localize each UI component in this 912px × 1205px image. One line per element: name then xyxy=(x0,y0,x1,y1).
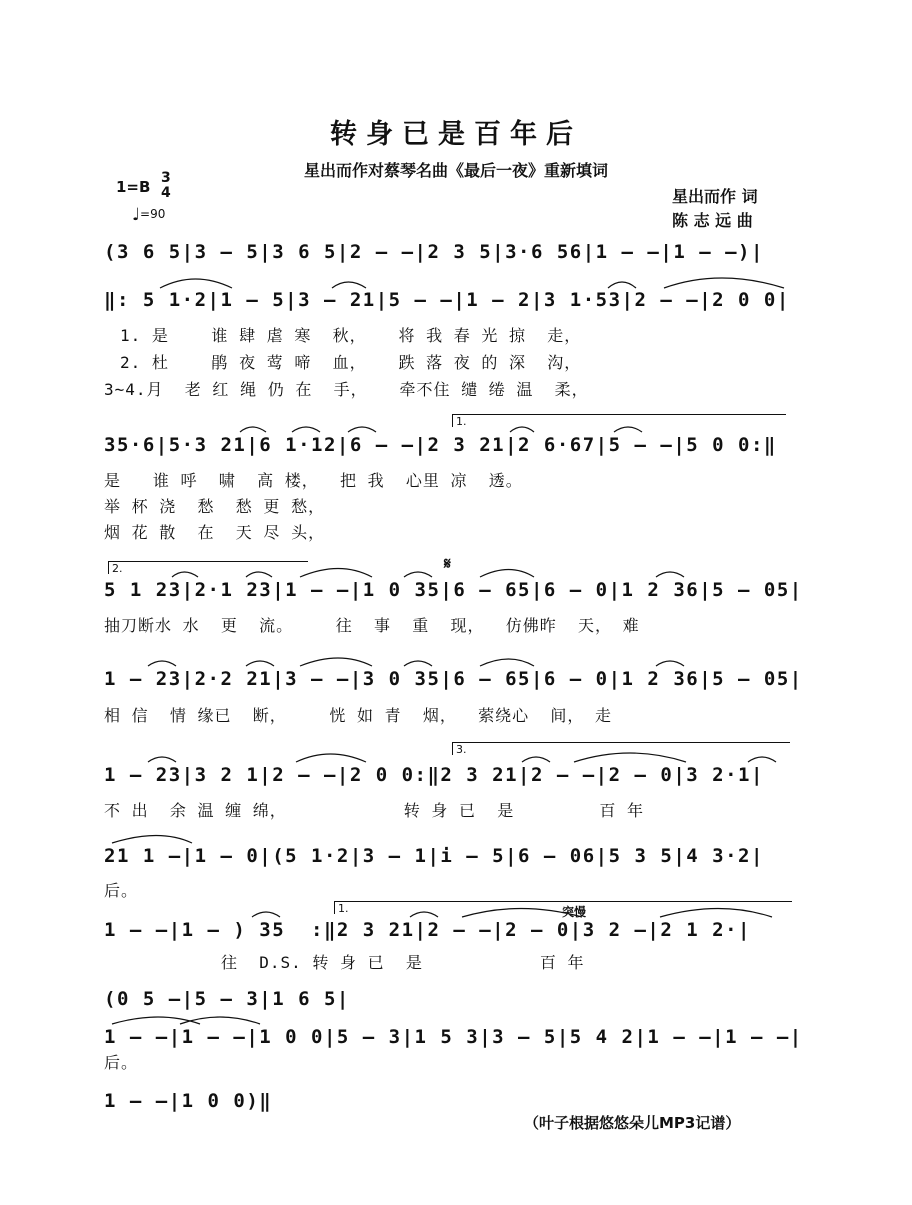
slur xyxy=(574,753,686,762)
song-title: 转身已是百年后 xyxy=(330,119,582,150)
slur xyxy=(300,569,372,578)
notation-row-9: 1 — —|1 — —|1 0 0|5 — 3|1 5 3|3 — 5|5 4 2|1 — —|1 — —| xyxy=(104,1026,803,1048)
lyric-line-2-verse-2: 举 杯 浇 愁 愁 更 愁， xyxy=(104,497,326,516)
lyric-line-9: 后。 xyxy=(104,1053,139,1072)
slur xyxy=(404,661,432,666)
key-signature: 1=B xyxy=(116,178,151,196)
slur xyxy=(522,757,550,762)
slur xyxy=(410,912,438,917)
lyric-line-2-verse-1: 是 谁 呼 啸 高 楼， 把 我 心里 凉 透。 xyxy=(104,471,523,490)
slur xyxy=(664,278,784,288)
slur xyxy=(300,658,372,666)
notation-row-1: ‖: 5 1·2|1 — 5|3 — 21|5 — —|1 — 2|3 1·53|2 — —|2 0 0| xyxy=(104,289,790,311)
song-subtitle: 星出而作对蔡琴名曲《最后一夜》重新填词 xyxy=(303,161,608,180)
lyric-line-1-verse-2: 2. 杜 鹃 夜 莺 啼 血， 跌 落 夜 的 深 沟， xyxy=(120,353,582,372)
volta-2-bracket: 2. xyxy=(108,561,308,574)
slur xyxy=(246,661,274,666)
slur xyxy=(480,570,534,578)
lyric-line-4: 相 信 情 缘已 断， 恍 如 青 烟， 萦绕心 间， 走 xyxy=(104,706,613,725)
slur xyxy=(480,659,534,666)
slur xyxy=(246,572,272,577)
lyric-line-1-verse-3: 3~4.月 老 红 绳 仍 在 手， 牵不住 缱 绻 温 柔， xyxy=(104,380,589,399)
notation-row-6: 21 1 —|1 — 0|(5 1·2|3 — 1|i — 5|6 — 06|5 3 5|4 3·2| xyxy=(104,845,764,867)
meter-top: 3 xyxy=(161,170,171,186)
lyric-line-6: 后。 xyxy=(104,881,139,900)
slur xyxy=(332,282,366,288)
quarter-note-icon: ♩ xyxy=(132,205,141,225)
notation-row-5: 1 — 23|3 2 1|2 — —|2 0 0:‖2 3 21|2 — —|2 — 0|3 2·1| xyxy=(104,764,764,786)
slur xyxy=(656,661,684,666)
transcription-credit: （叶子根据悠悠朵儿MP3记谱） xyxy=(524,1114,741,1132)
volta-1-bracket: 1. xyxy=(452,414,786,427)
slur xyxy=(148,661,176,666)
slur xyxy=(348,427,376,432)
slur xyxy=(292,427,320,432)
slur xyxy=(614,427,642,432)
slur xyxy=(112,1017,200,1024)
lyric-line-1-verse-1: 1. 是 谁 肆 虐 寒 秋， 将 我 春 光 掠 走， xyxy=(120,326,582,345)
slur xyxy=(148,757,176,762)
slur xyxy=(252,912,280,917)
slur xyxy=(180,1017,260,1024)
slur xyxy=(656,572,684,577)
slur xyxy=(160,279,232,288)
tempo-value: =90 xyxy=(140,207,166,221)
lyric-line-3: 抽刀断水 水 更 流。 往 事 重 现， 仿佛昨 天， 难 xyxy=(104,616,640,635)
slur xyxy=(112,836,192,844)
slur xyxy=(296,754,366,762)
notation-row-10: 1 — —|1 0 0)‖ xyxy=(104,1090,273,1112)
meter-bottom: 4 xyxy=(161,185,171,201)
notation-row-4: 1 — 23|2·2 21|3 — —|3 0 35|6 — 65|6 — 0|1 2 36|5 — 05| xyxy=(104,668,803,690)
slur xyxy=(240,427,266,432)
notation-row-3: 5 1 23|2·1 23|1 — —|1 0 35|6 — 65|6 — 0|1 2 36|5 — 05| xyxy=(104,579,803,601)
composer-credit: 陈 志 远 曲 xyxy=(672,211,753,230)
slur xyxy=(660,909,772,918)
slur xyxy=(404,572,432,577)
slur xyxy=(608,282,636,288)
slowdown-mark: 突慢 xyxy=(562,905,587,919)
volta-1-second-bracket: 1. xyxy=(334,901,792,914)
notation-row-2: 35·6|5·3 21|6 1·12|6 — —|2 3 21|2 6·67|5 — —|5 0 0:‖ xyxy=(104,434,777,456)
notation-row-8: (0 5 —|5 — 3|1 6 5| xyxy=(104,988,350,1010)
lyricist-credit: 星出而作 词 xyxy=(672,187,758,206)
volta-3-bracket: 3. xyxy=(452,742,790,755)
segno-icon: 𝄋 xyxy=(444,554,451,573)
lyric-line-7: 往 D.S. 转 身 已 是 百 年 xyxy=(104,953,585,972)
lyric-line-5: 不 出 余 温 缠 绵， 转 身 已 是 百 年 xyxy=(104,801,644,820)
slur xyxy=(510,427,534,432)
lyric-line-2-verse-3: 烟 花 散 在 天 尽 头， xyxy=(104,523,326,542)
slur xyxy=(748,757,776,762)
slur xyxy=(462,909,582,918)
slur xyxy=(172,572,198,577)
notation-row-intro: (3 6 5|3 — 5|3 6 5|2 — —|2 3 5|3·6 56|1 — —|1 — —)| xyxy=(104,241,764,263)
notation-row-7: 1 — —|1 — ) 35 :‖2 3 21|2 — —|2 — 0|3 2 —|2 1 2·| xyxy=(104,919,751,941)
